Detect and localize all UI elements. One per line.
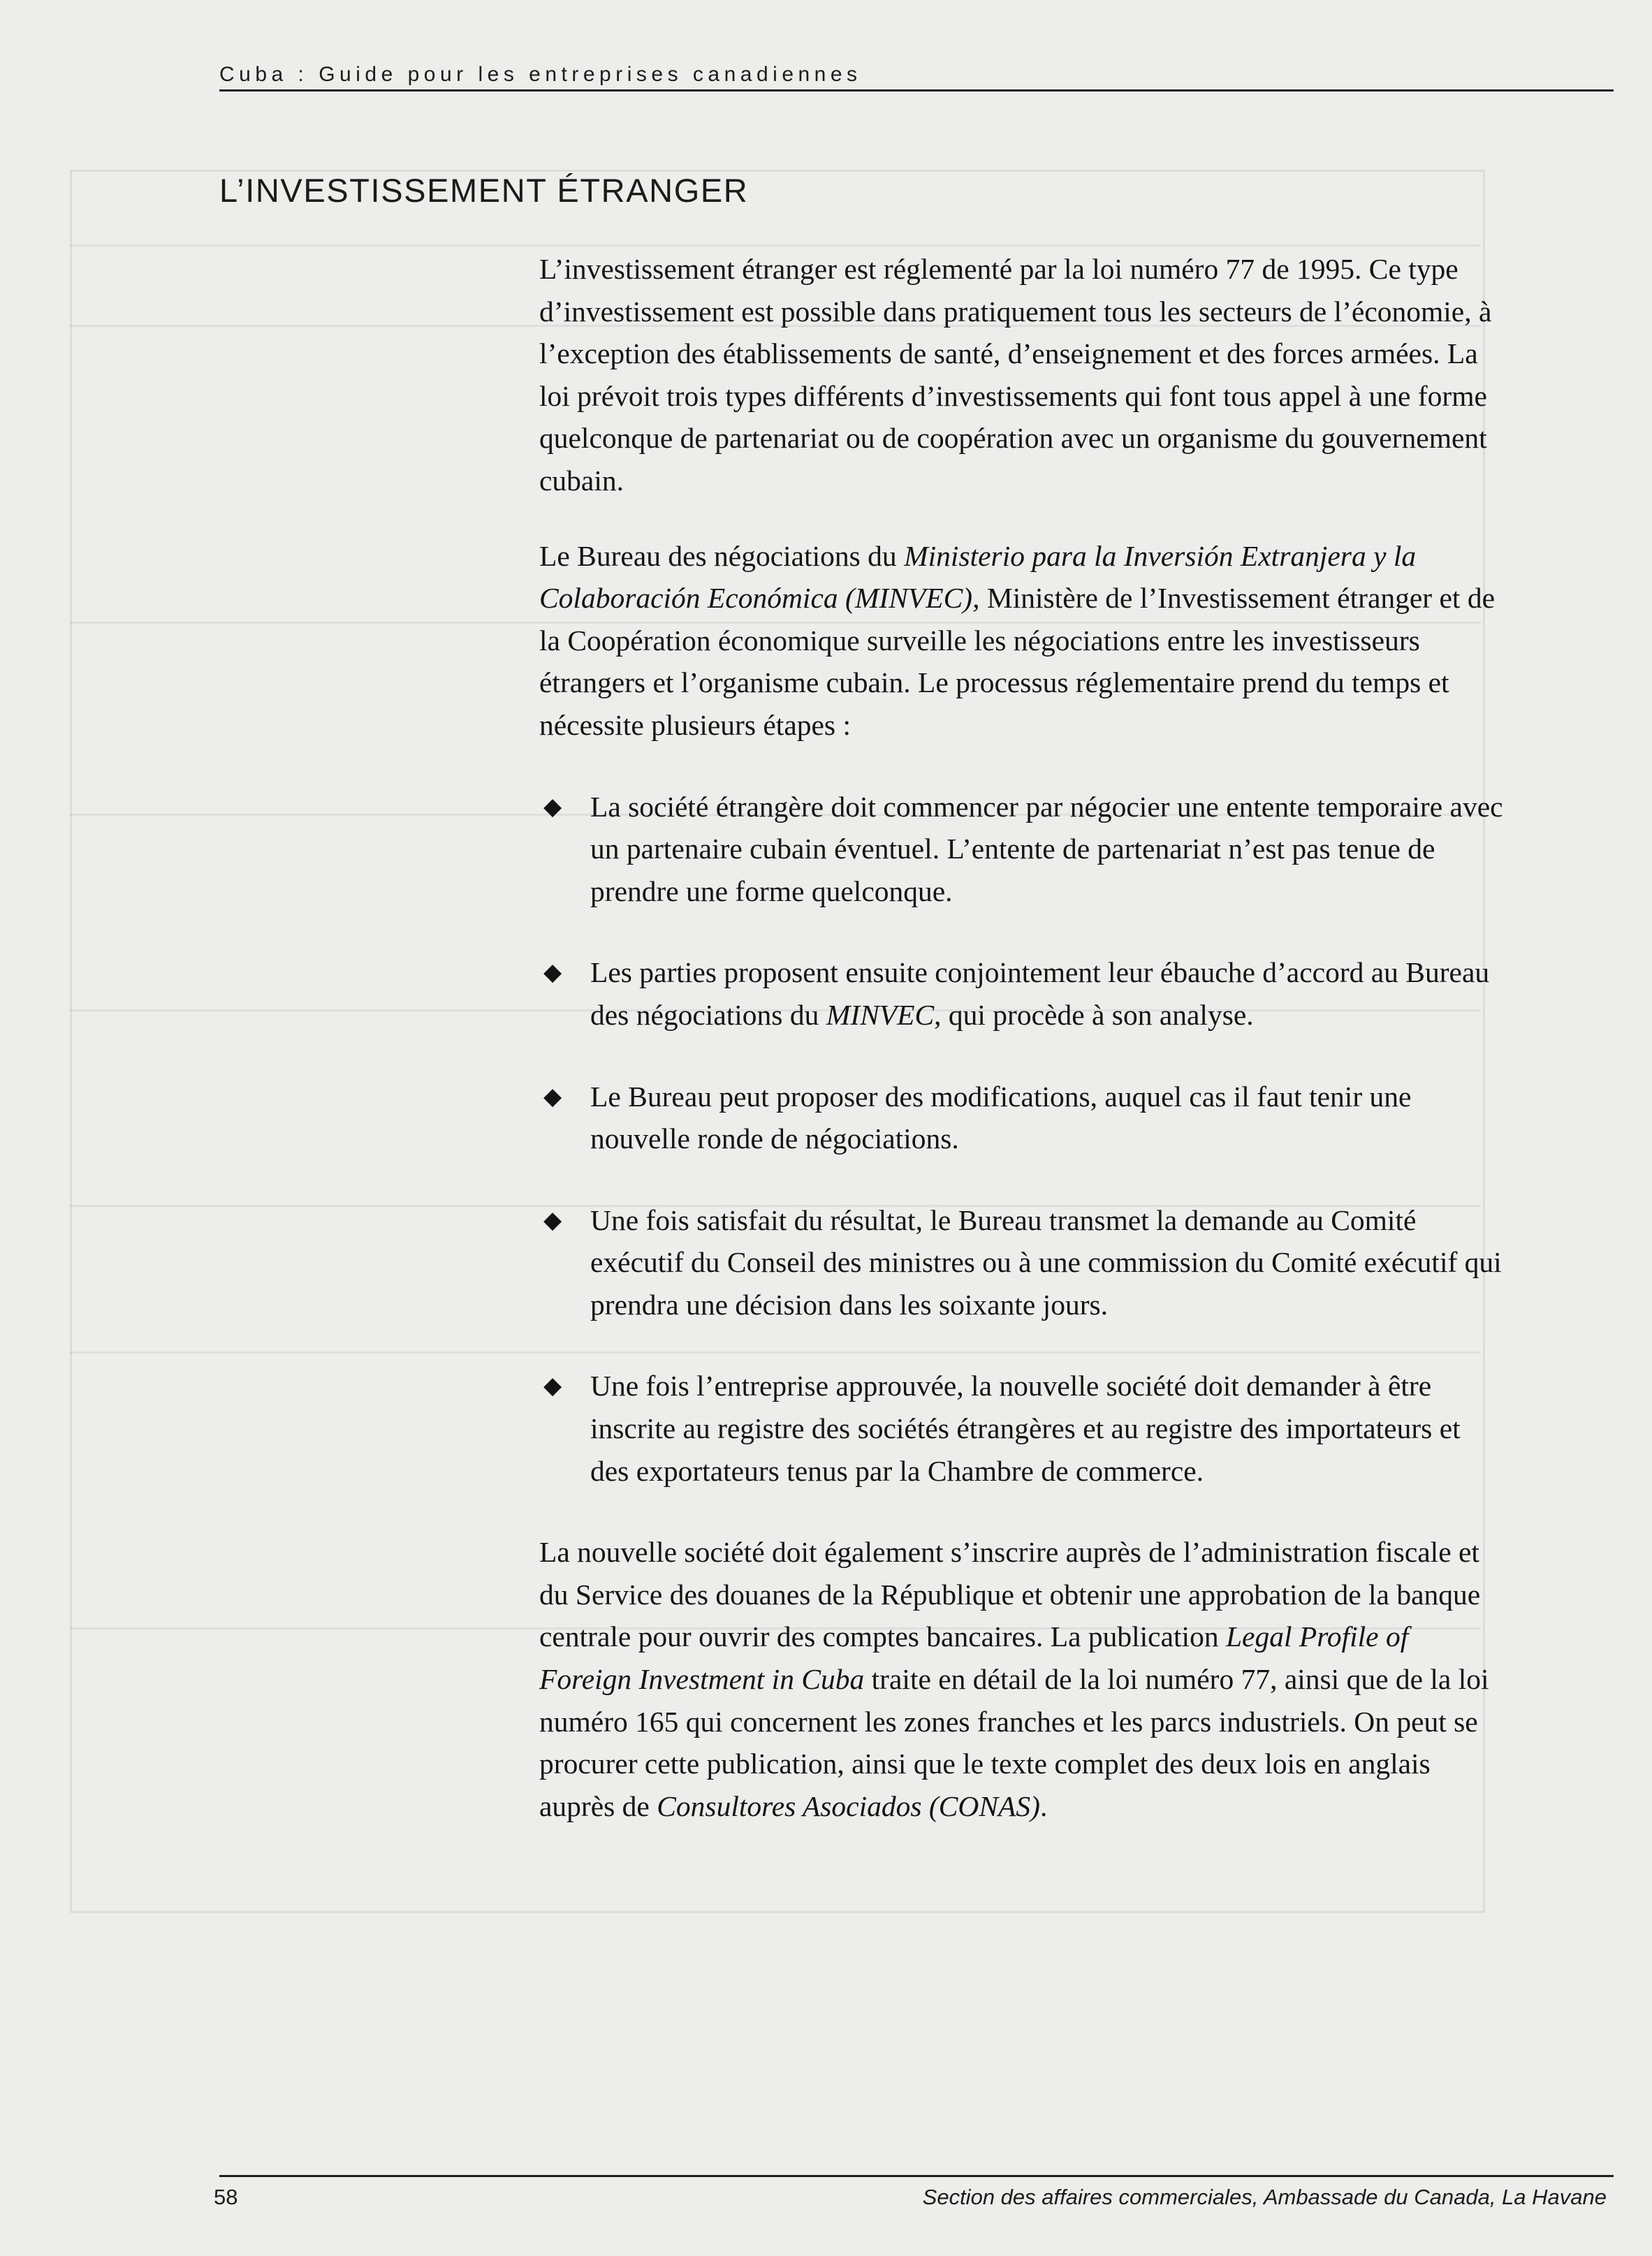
bleed-through-rule (70, 244, 1481, 247)
paragraph-text: La nouvelle société doit également s’inscrire auprès de l’administration fiscale et du Service des douanes de la République et obtenir une approbation de la banque centrale pour ouvrir des comptes bancaires. La publication (539, 1536, 1481, 1653)
list-item (539, 1365, 1503, 1492)
paragraph-negotiations (539, 535, 1503, 747)
list-item (539, 786, 1503, 913)
footer-rule (219, 2175, 1614, 2177)
list-item-text: Une fois satisfait du résultat, le Bureau transmet la demande au Comité exécutif du Conseil des ministres ou à une commission du Comité exécutif qui prendra une décision dans les soixante jours. (590, 1203, 1502, 1321)
steps-list (539, 786, 1503, 1493)
section-heading: L’INVESTISSEMENT ÉTRANGER (219, 172, 749, 209)
ministry-name-spanish: Ministerio para la Inversión Extranjera y la Colaboración Económica (MINVEC), (539, 539, 1417, 615)
list-item-text: La société étrangère doit commencer par négocier une entente temporaire avec un partenaire cubain éventuel. L’entente de partenariat n’est pas tenue de prendre une forme quelconque. (590, 790, 1503, 907)
list-item-text: Les parties proposent ensuite conjointement leur ébauche d’accord au Bureau des négociations du (590, 956, 1490, 1031)
paragraph-text: traite en détail de la loi numéro 77, ainsi que de la loi numéro 165 qui concernent les zones franches et les parcs industriels. On peut se procurer cette publication, ainsi que le texte complet des deux lois en anglais auprès de (539, 1663, 1489, 1822)
list-item-text: Une fois l’entreprise approuvée, la nouvelle société doit demander à être inscrite au registre des sociétés étrangères et au registre des importateurs et des exportateurs tenus par la Chambre de commerce. (590, 1370, 1461, 1487)
publication-title: Legal Profile of Foreign Investment in Cuba (539, 1620, 1409, 1696)
paragraph-text: . (1039, 1789, 1048, 1822)
consultants-name: Consultores Asociados (CONAS) (657, 1789, 1040, 1822)
paragraph-intro: L’investissement étranger est réglementé par la loi numéro 77 de 1995. Ce type d’investissement est possible dans pratiquement tous les secteurs de l’économie, à l’exception des établissements de santé, d’enseignement et des forces armées. La loi prévoit trois types différents d’investissements qui font tous appel à une forme quelconque de partenariat ou de coopération avec un organisme du gouvernement cubain. (539, 253, 1492, 497)
diamond-bullet-icon: ◆ (543, 1372, 562, 1400)
paragraph-text: Ministère de l’Investissement étranger et de la Coopération économique surveille les négociations entre les investisseurs étrangers et l’organisme cubain. Le processus réglementaire prend du temps et nécessite plusieurs étapes : (539, 582, 1495, 741)
footer-credit: Section des affaires commerciales, Ambassade du Canada, La Havane (922, 2185, 1607, 2209)
article-body (539, 248, 1503, 1827)
minvec-acronym: MINVEC (826, 998, 935, 1031)
running-header: Cuba : Guide pour les entreprises canadiennes (219, 63, 862, 86)
list-item-text: Le Bureau peut proposer des modifications, auquel cas il faut tenir une nouvelle ronde de négociations. (590, 1080, 1412, 1155)
paragraph-registration (539, 1531, 1503, 1827)
list-item (539, 1076, 1503, 1160)
list-item-text: , qui procède à son analyse. (934, 998, 1254, 1031)
diamond-bullet-icon: ◆ (543, 958, 562, 987)
diamond-bullet-icon: ◆ (543, 792, 562, 821)
paragraph-text: Le Bureau des négociations du (539, 539, 905, 572)
header-rule (219, 89, 1614, 91)
diamond-bullet-icon: ◆ (543, 1206, 562, 1234)
list-item (539, 1199, 1503, 1326)
page-number: 58 (214, 2185, 238, 2209)
diamond-bullet-icon: ◆ (543, 1082, 562, 1111)
list-item (539, 951, 1503, 1036)
